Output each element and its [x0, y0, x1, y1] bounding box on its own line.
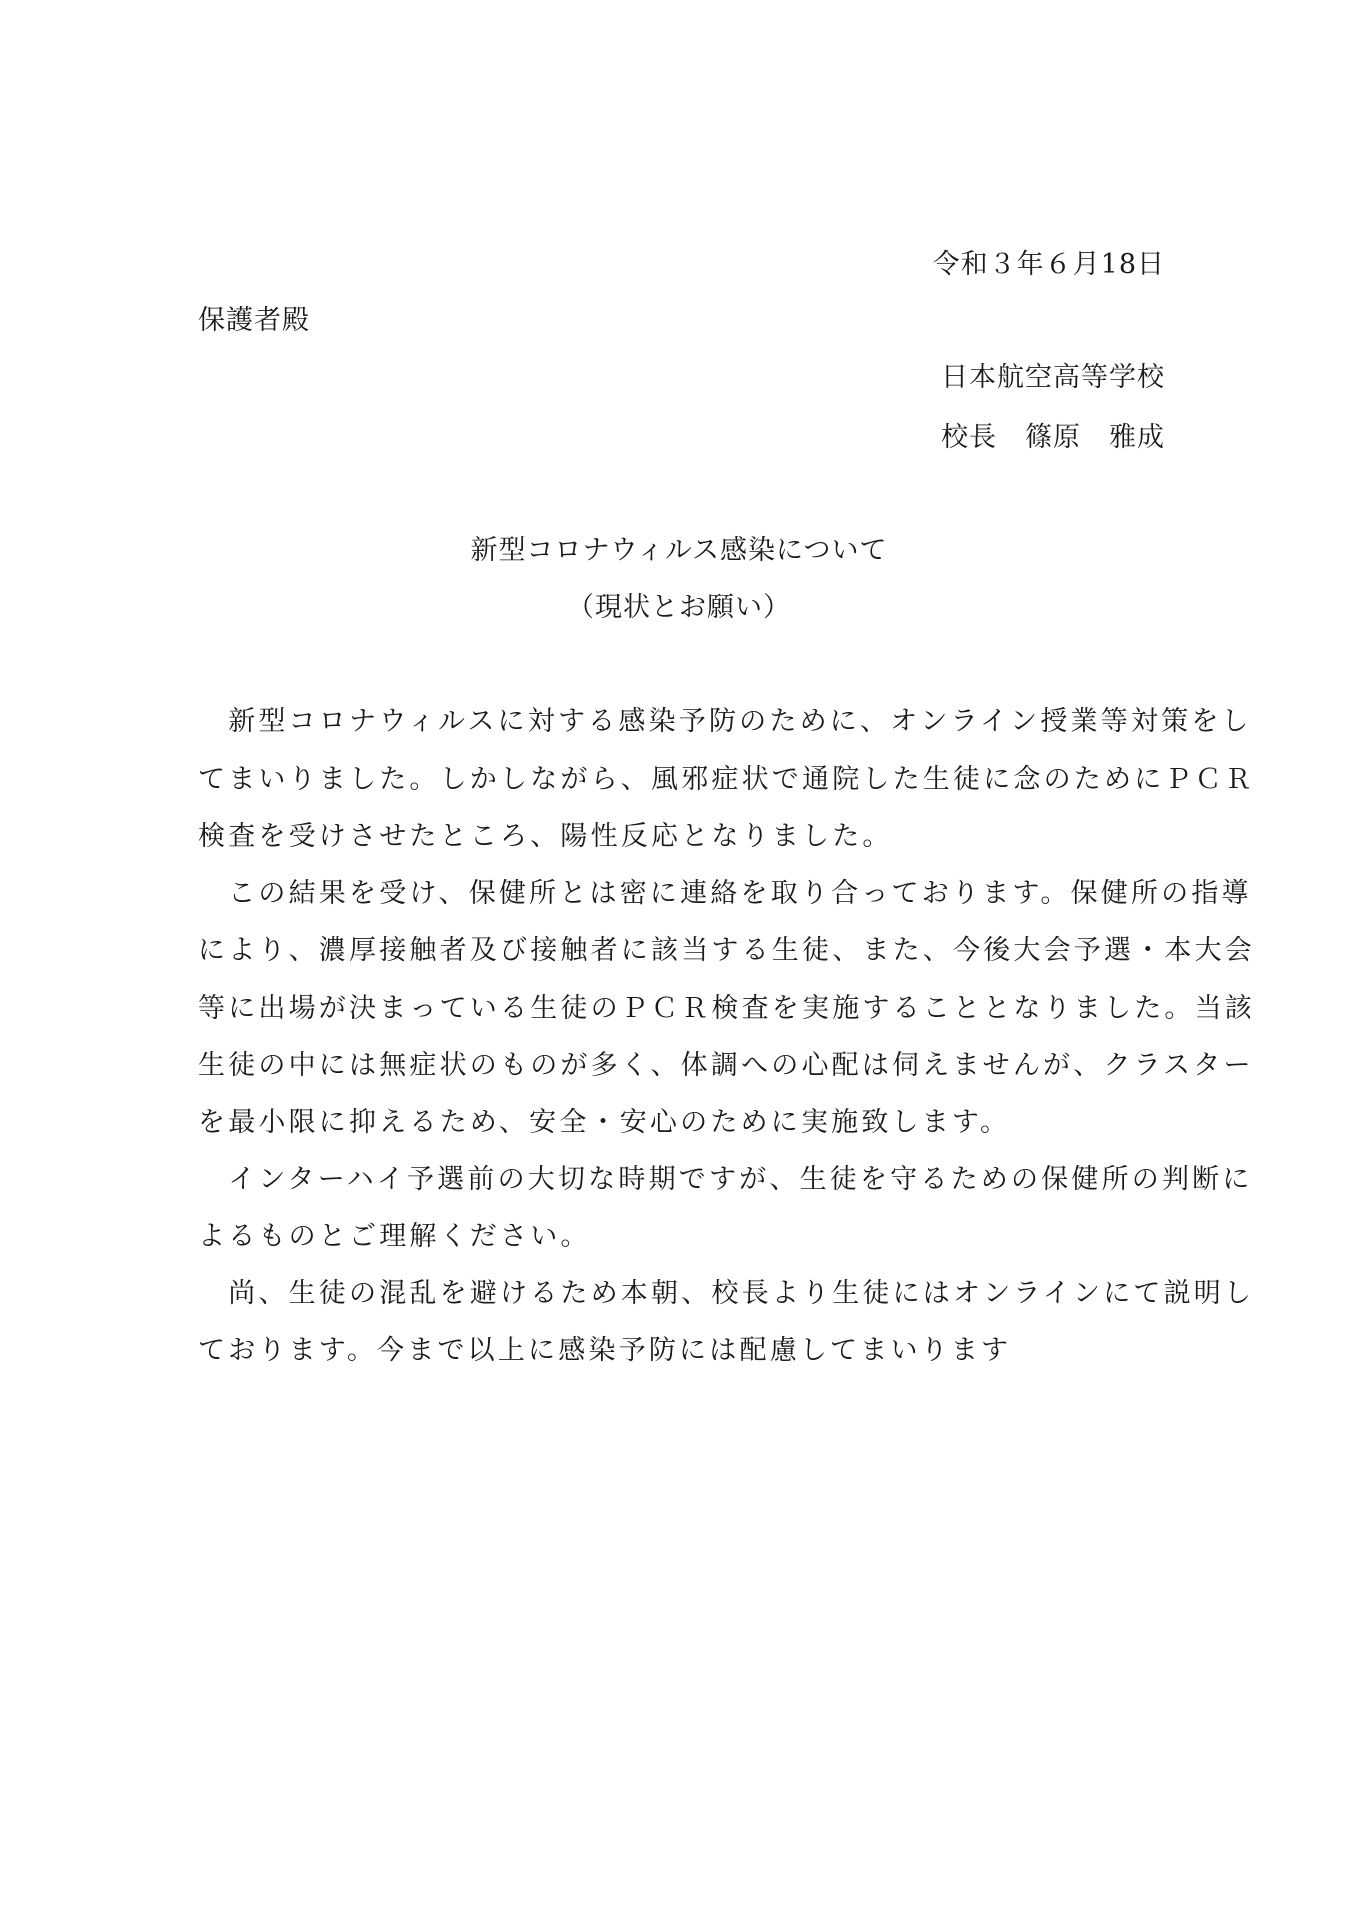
document-date: 令和３年６月18日	[932, 249, 1165, 280]
recipient: 保護者殿	[198, 305, 310, 336]
body-line: 新型コロナウィルスに対する感染予防のために、オンライン授業等対策をし	[198, 706, 1252, 737]
body-line: 尚、生徒の混乱を避けるため本朝、校長より生徒にはオンラインにて説明し	[198, 1278, 1255, 1309]
body-line: てまいりました。しかしながら、風邪症状で通院した生徒に念のためにＰＣＲ	[198, 764, 1255, 795]
sender-principal: 校長 篠原 雅成	[941, 422, 1165, 453]
body-line: を最小限に抑えるため、安全・安心のために実施致します。	[198, 1107, 1011, 1138]
body-line: 生徒の中には無症状のものが多く、体調への心配は伺えませんが、クラスター	[198, 1050, 1254, 1081]
body-line: この結果を受け、保健所とは密に連絡を取り合っております。保健所の指導	[198, 878, 1252, 909]
body-line: よるものとご理解ください。	[198, 1221, 591, 1252]
sender-school: 日本航空高等学校	[941, 362, 1165, 393]
body-line: ております。今まで以上に感染予防には配慮してまいります	[198, 1335, 1012, 1366]
body-line: 等に出場が決まっている生徒のＰＣＲ検査を実施することとなりました。当該	[198, 993, 1255, 1024]
document-title: 新型コロナウィルス感染について	[470, 535, 888, 566]
body-line: インターハイ予選前の大切な時期ですが、生徒を守るための保健所の判断に	[198, 1164, 1253, 1195]
body-line: 検査を受けさせたところ、陽性反応となりました。	[198, 821, 893, 852]
document-subtitle: （現状とお願い）	[567, 592, 791, 623]
body-line: により、濃厚接触者及び接触者に該当する生徒、また、今後大会予選・本大会	[198, 935, 1255, 966]
